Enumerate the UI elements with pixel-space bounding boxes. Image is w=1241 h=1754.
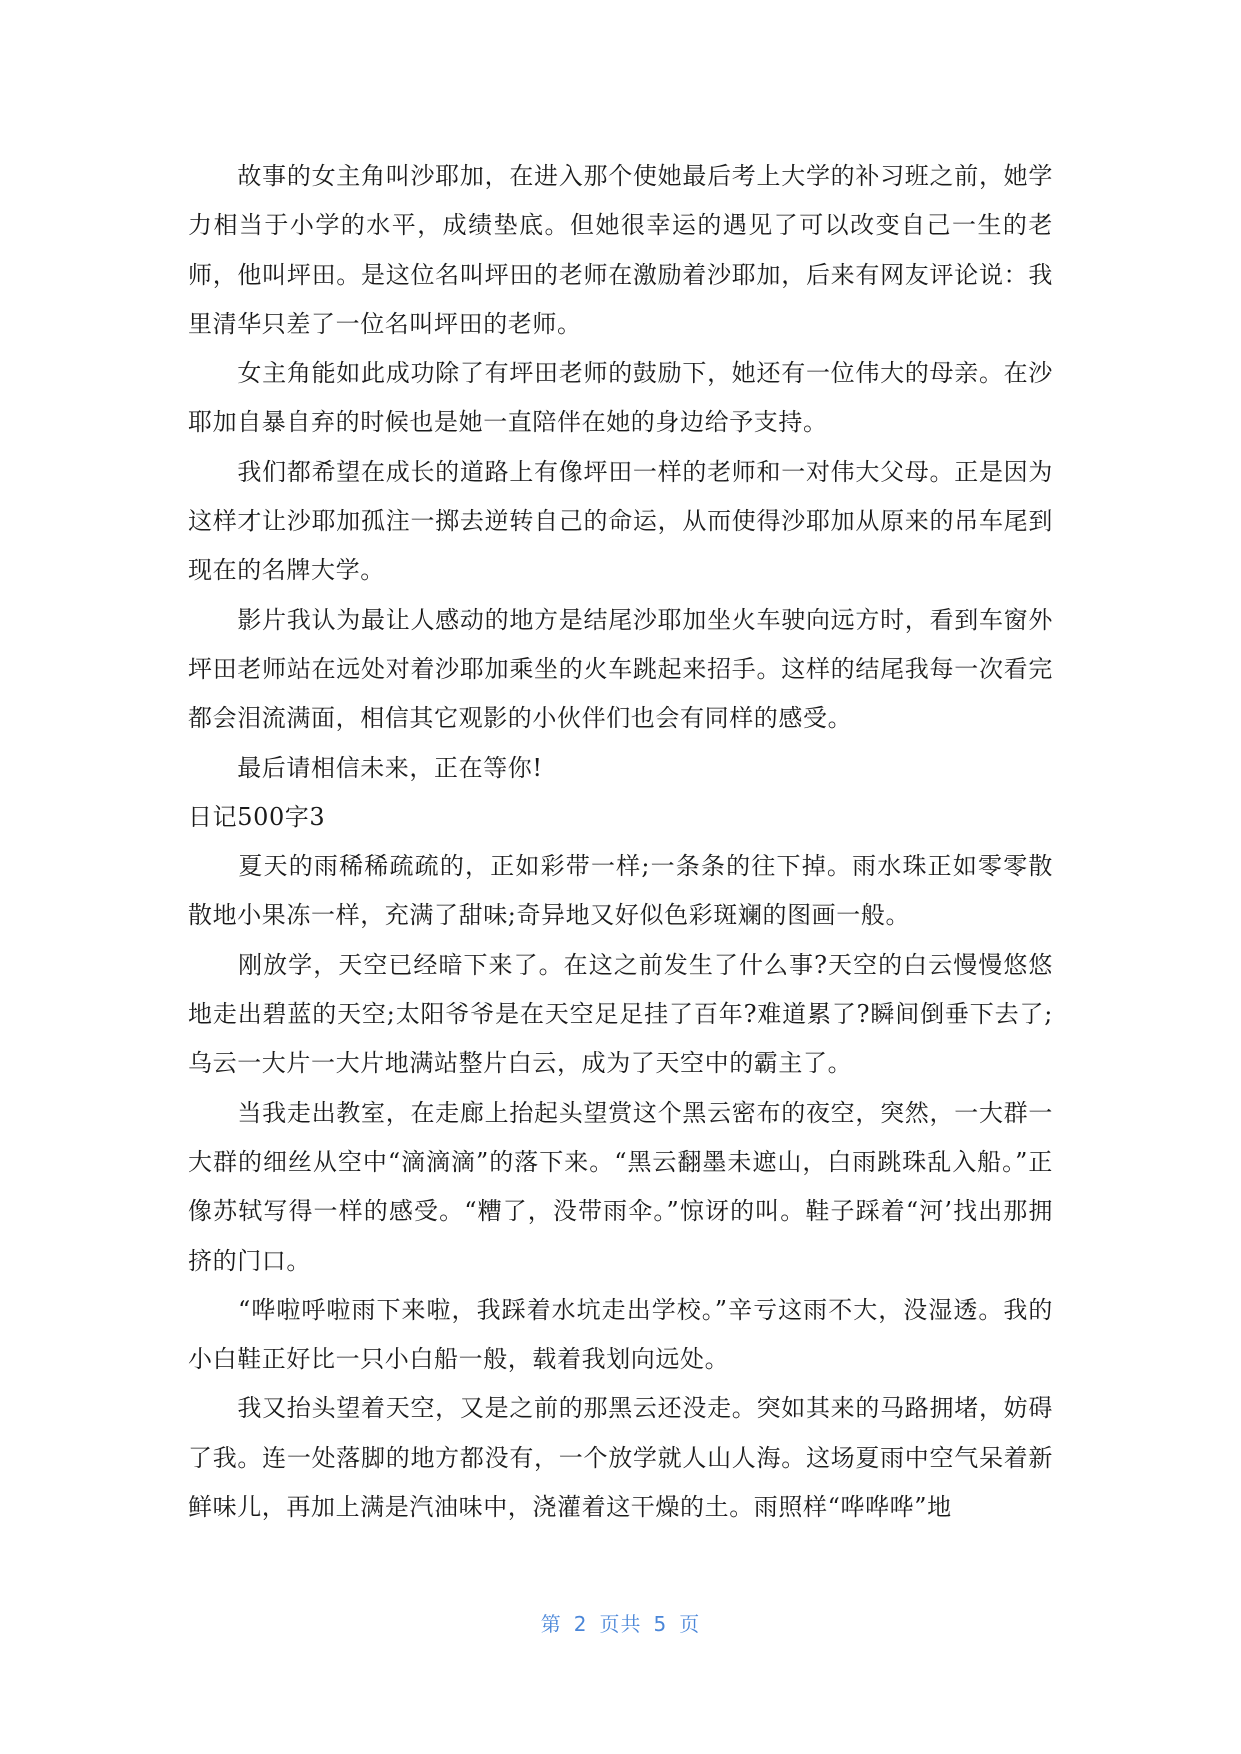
footer-suffix: 页 <box>679 1612 701 1636</box>
paragraph-growth-hope: 我们都希望在成长的道路上有像坪田一样的老师和一对伟大父母。正是因为这样才让沙耶加孤注一掷去逆转自己的命运，从而使得沙耶加从原来的吊车尾到现在的名牌大学。 <box>188 457 1053 585</box>
footer-middle: 页共 <box>599 1612 642 1636</box>
paragraph-summer-rain: 夏天的雨稀稀疏疏的，正如彩带一样;一条条的往下掉。雨水珠正如零零散散地小果冻一样，充满了甜味;奇异地又好似色彩斑斓的图画一般。 <box>188 852 1053 930</box>
paragraph-leaving-classroom: 当我走出教室，在走廊上抬起头望赏这个黑云密布的夜空，突然，一大群一大群的细丝从空中“滴滴滴”的落下来。“黑云翻墨未遮山，白雨跳珠乱入船。”正像苏轼写得一样的感受。“糟了，没带雨伞。”惊讶的叫。鞋子踩着“河’找出那拥挤的门口。 <box>188 1098 1053 1275</box>
paragraph-traffic-jam: 我又抬头望着天空，又是之前的那黑云还没走。突如其来的马路拥堵，妨碍了我。连一处落脚的地方都没有，一个放学就人山人海。这场夏雨中空气呆着新鲜味儿，再加上满是汽油味中，浇灌着这干燥的土。雨照样“哗哗哗”地 <box>188 1394 1053 1522</box>
footer-current-page: 2 <box>573 1612 588 1636</box>
paragraph-after-school: 刚放学，天空已经暗下来了。在这之前发生了什么事?天空的白云慢慢悠悠地走出碧蓝的天空;太阳爷爷是在天空足足挂了百年?难道累了?瞬间倒垂下去了;乌云一大片一大片地满站整片白云，成为了天空中的霸主了。 <box>188 950 1053 1078</box>
section-heading: 日记500字3 <box>188 802 326 831</box>
paragraph-believe-future: 最后请相信未来，正在等你! <box>188 753 543 782</box>
paragraph-mother-support: 女主角能如此成功除了有坪田老师的鼓励下，她还有一位伟大的母亲。在沙耶加自暴自弃的时候也是她一直陪伴在她的身边给予支持。 <box>188 359 1053 437</box>
paragraph-touching-ending: 影片我认为最让人感动的地方是结尾沙耶加坐火车驶向远方时，看到车窗外坪田老师站在远处对着沙耶加乘坐的火车跳起来招手。这样的结尾我每一次看完都会泪流满面，相信其它观影的小伙伴们也会有同样的感受。 <box>188 605 1053 733</box>
document-body <box>188 152 1053 1532</box>
paragraph-heroine-intro: 故事的女主角叫沙耶加，在进入那个使她最后考上大学的补习班之前，她学力相当于小学的水平，成绩垫底。但她很幸运的遇见了可以改变自己一生的老师，他叫坪田。是这位名叫坪田的老师在激励着沙耶加，后来有网友评论说：我里清华只差了一位名叫坪田的老师。 <box>188 162 1053 338</box>
page-footer <box>0 1608 1241 1637</box>
footer-total-pages: 5 <box>653 1612 668 1636</box>
footer-prefix: 第 <box>540 1612 562 1636</box>
paragraph-walking-rain: “哗啦呼啦雨下来啦，我踩着水坑走出学校。”辛亏这雨不大，没湿透。我的小白鞋正好比一只小白船一般，载着我划向远处。 <box>188 1295 1053 1374</box>
